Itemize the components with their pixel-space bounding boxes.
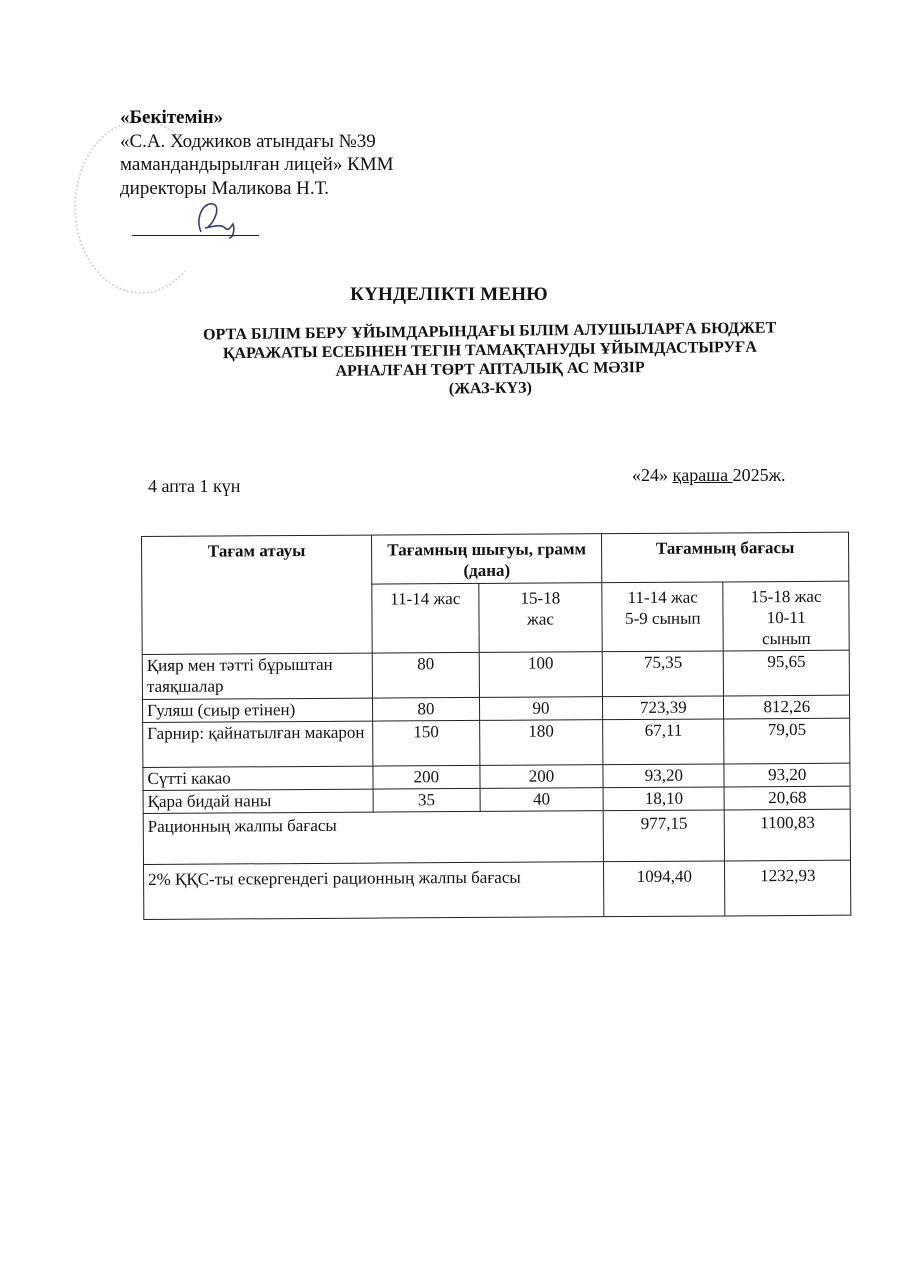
total-price-15-18: 1100,83: [725, 809, 851, 861]
price-11-14: 75,35: [602, 651, 724, 697]
signature-icon: [185, 198, 245, 240]
total-row: [143, 809, 850, 864]
yield-11-14: 80: [373, 697, 480, 721]
total-vat-price-11-14: 1094,40: [604, 861, 726, 917]
subheader-price-11-14: [602, 582, 724, 652]
subheader-price-11-14-line1: 11-14 жас: [627, 587, 698, 608]
menu-table: [141, 532, 851, 920]
price-15-18: 20,68: [725, 786, 851, 810]
header-yield: Тағамның шығуы, грамм (дана): [372, 534, 602, 584]
approval-line-2: мамандандырылған лицей» КММ: [120, 154, 394, 175]
total-label: Рационның жалпы бағасы: [143, 811, 603, 865]
table-header-row: [142, 532, 849, 585]
total-vat-price-15-18: 1232,93: [725, 860, 851, 916]
subheader-yield-15-18-line1: 15-18: [520, 588, 561, 608]
dish-name: Қара бидай наны: [143, 789, 373, 813]
price-11-14: 18,10: [603, 787, 724, 811]
date-year: 2025ж.: [732, 465, 786, 485]
dish-name: Гуляш (сиыр етінен): [142, 698, 372, 722]
table-row: [143, 718, 850, 767]
document-subtitle: [150, 318, 831, 402]
approval-line-3: директоры Маликова Н.Т.: [120, 177, 330, 199]
approval-heading: «Бекітемін»: [120, 107, 224, 128]
yield-15-18: 200: [480, 765, 604, 789]
yield-11-14: 150: [373, 720, 480, 766]
price-11-14: 723,39: [603, 696, 724, 720]
total-vat-row: [144, 860, 851, 919]
yield-15-18: 100: [479, 652, 603, 698]
document-date: [632, 465, 786, 486]
price-15-18: 93,20: [724, 763, 850, 787]
subheader-price-15-18: [723, 581, 849, 651]
price-15-18: 95,65: [724, 650, 850, 696]
yield-11-14: 35: [373, 788, 480, 812]
subtitle-line-3: АРНАЛҒАН ТӨРТ АПТАЛЫҚ АС МӘЗІР: [335, 359, 645, 380]
subheader-yield-15-18-line2: жас: [526, 609, 554, 629]
header-dish-name: Тағам атауы: [142, 535, 373, 654]
dish-name: Сүтті какао: [143, 766, 373, 790]
subheader-yield-11-14: 11-14 жас: [372, 583, 479, 653]
date-day: «24»: [632, 465, 668, 485]
week-day-label: 4 апта 1 күн: [148, 476, 241, 496]
price-15-18: 79,05: [724, 718, 850, 764]
yield-15-18: 180: [479, 720, 603, 766]
subtitle-line-2: ҚАРАЖАТЫ ЕСЕБІНЕН ТЕГІН ТАМАҚТАНУДЫ ҰЙЫМДАСТЫРУҒА: [222, 338, 757, 363]
subheader-price-15-18-line2: 10-11: [766, 607, 806, 628]
approval-block: [120, 106, 394, 200]
subheader-price-11-14-line2: 5-9 сынып: [625, 608, 701, 629]
date-month: қараша: [672, 465, 733, 485]
total-vat-label: 2% ҚҚС-ты ескергендегі рационның жалпы бағасы: [144, 862, 604, 920]
subtitle-line-1: ОРТА БІЛІМ БЕРУ ҰЙЫМДАРЫНДАҒЫ БІЛІМ АЛУШЫЛАРҒА БЮДЖЕТ: [203, 319, 777, 344]
signature-line: [132, 235, 259, 236]
subheader-yield-15-18: [479, 583, 603, 653]
yield-15-18: 40: [480, 788, 604, 812]
dish-name: Гарнир: қайнатылған макарон: [143, 721, 373, 767]
price-11-14: 67,11: [603, 719, 725, 765]
table-row: [142, 650, 849, 699]
price-15-18: 812,26: [724, 695, 850, 719]
subtitle-line-4: (ЖАЗ-КҮЗ): [448, 379, 532, 398]
subheader-price-15-18-line1: 15-18 жас: [750, 586, 822, 607]
document-title: КҮНДЕЛІКТІ МЕНЮ: [350, 284, 548, 305]
approval-line-1: «С.А. Ходжиков атындағы №39: [120, 130, 376, 152]
yield-11-14: 200: [373, 765, 480, 789]
yield-15-18: 90: [479, 697, 603, 721]
dish-name: Қияр мен тәтті бұрыштан таяқшалар: [142, 653, 372, 699]
subheader-price-15-18-line3: сынып: [762, 628, 811, 649]
price-11-14: 93,20: [603, 764, 724, 788]
total-price-11-14: 977,15: [603, 810, 725, 862]
yield-11-14: 80: [372, 652, 479, 698]
header-price: Тағамның бағасы: [602, 532, 849, 583]
